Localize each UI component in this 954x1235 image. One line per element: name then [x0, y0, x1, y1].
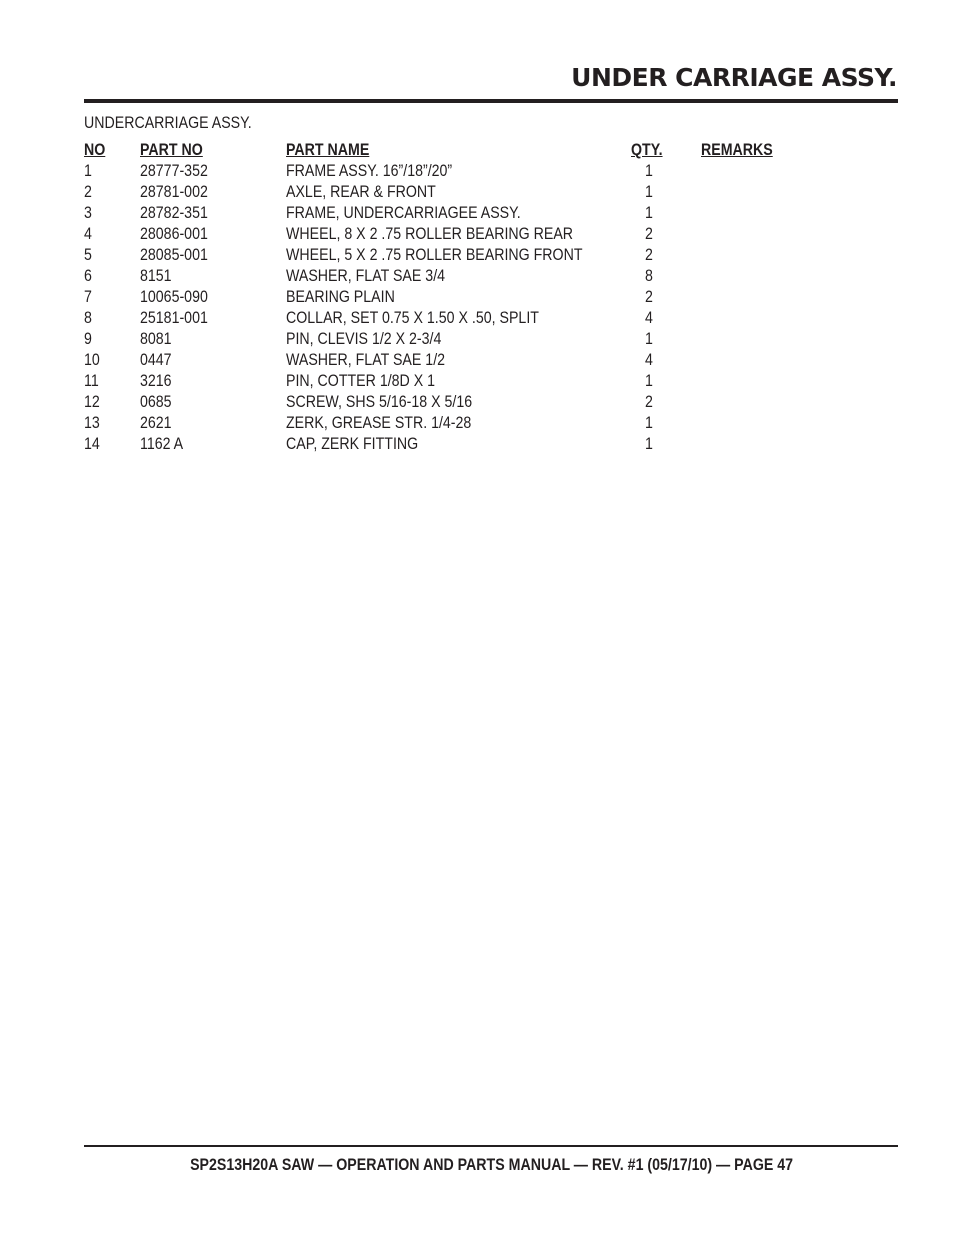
cell-no: 12: [84, 393, 100, 411]
cell-qty: 1: [645, 183, 653, 201]
table-row: [84, 329, 814, 350]
cell-part-name: ZERK, GREASE STR. 1/4-28: [286, 414, 472, 432]
cell-no: 6: [84, 267, 92, 285]
cell-part-name: AXLE, REAR & FRONT: [286, 183, 436, 201]
cell-part-name: BEARING PLAIN: [286, 288, 395, 306]
cell-qty: 1: [645, 372, 653, 390]
cell-part-name: CAP, ZERK FITTING: [286, 435, 419, 453]
header-rule: [84, 99, 898, 103]
column-header-part-name: PART NAME: [286, 141, 370, 159]
table-row: [84, 266, 814, 287]
cell-part-name: FRAME ASSY. 16”/18”/20”: [286, 162, 453, 180]
cell-qty: 2: [645, 225, 653, 243]
cell-part-no: 10065-090: [140, 288, 208, 306]
table-row: [84, 182, 814, 203]
cell-part-no: 25181-001: [140, 309, 208, 327]
cell-no: 8: [84, 309, 92, 327]
footer-text: SP2S13H20A SAW — OPERATION AND PARTS MANUAL — REV. #1 (05/17/10) — PAGE 47: [190, 1156, 794, 1174]
cell-part-name: WHEEL, 8 X 2 .75 ROLLER BEARING REAR: [286, 225, 574, 243]
column-header-no: NO: [84, 141, 106, 159]
cell-qty: 1: [645, 330, 653, 348]
table-row: [84, 203, 814, 224]
cell-qty: 1: [645, 162, 653, 180]
cell-no: 14: [84, 435, 100, 453]
cell-no: 3: [84, 204, 92, 222]
cell-qty: 2: [645, 393, 653, 411]
column-header-qty: QTY.: [631, 141, 663, 159]
cell-qty: 8: [645, 267, 653, 285]
cell-qty: 1: [645, 435, 653, 453]
cell-no: 4: [84, 225, 92, 243]
cell-part-name: WHEEL, 5 X 2 .75 ROLLER BEARING FRONT: [286, 246, 583, 264]
page-footer: [0, 1154, 954, 1176]
table-row: [84, 245, 814, 266]
cell-qty: 4: [645, 309, 653, 327]
column-header-part-no: PART NO: [140, 141, 203, 159]
cell-part-no: 0685: [140, 393, 172, 411]
cell-qty: 4: [645, 351, 653, 369]
cell-part-no: 28777-352: [140, 162, 208, 180]
cell-no: 2: [84, 183, 92, 201]
table-header: [84, 140, 814, 161]
cell-no: 1: [84, 162, 92, 180]
cell-qty: 2: [645, 288, 653, 306]
table-row: [84, 350, 814, 371]
cell-part-name: SCREW, SHS 5/16-18 X 5/16: [286, 393, 473, 411]
cell-no: 9: [84, 330, 92, 348]
cell-part-no: 8081: [140, 330, 172, 348]
parts-table: [84, 140, 814, 455]
cell-part-no: 3216: [140, 372, 172, 390]
column-header-remarks: REMARKS: [701, 141, 773, 159]
table-row: [84, 371, 814, 392]
table-row: [84, 434, 814, 455]
page-title: UNDER CARRIAGE ASSY.: [571, 63, 897, 92]
table-row: [84, 308, 814, 329]
table-body: [84, 161, 814, 455]
table-row: [84, 287, 814, 308]
cell-part-no: 28782-351: [140, 204, 208, 222]
table-row: [84, 392, 814, 413]
cell-part-no: 8151: [140, 267, 172, 285]
cell-no: 10: [84, 351, 100, 369]
cell-part-name: WASHER, FLAT SAE 1/2: [286, 351, 446, 369]
cell-no: 5: [84, 246, 92, 264]
table-row: [84, 224, 814, 245]
cell-part-no: 1162 A: [140, 435, 184, 453]
cell-part-no: 28085-001: [140, 246, 208, 264]
cell-part-no: 2621: [140, 414, 172, 432]
table-row: [84, 413, 814, 434]
cell-part-name: PIN, COTTER 1/8D X 1: [286, 372, 436, 390]
cell-part-name: COLLAR, SET 0.75 X 1.50 X .50, SPLIT: [286, 309, 539, 327]
cell-part-no: 28086-001: [140, 225, 208, 243]
cell-part-no: 0447: [140, 351, 172, 369]
footer-rule: [84, 1145, 898, 1147]
cell-qty: 2: [645, 246, 653, 264]
cell-qty: 1: [645, 204, 653, 222]
cell-part-no: 28781-002: [140, 183, 208, 201]
cell-part-name: WASHER, FLAT SAE 3/4: [286, 267, 446, 285]
table-row: [84, 161, 814, 182]
cell-no: 13: [84, 414, 100, 432]
cell-part-name: PIN, CLEVIS 1/2 X 2-3/4: [286, 330, 442, 348]
cell-no: 11: [84, 372, 99, 390]
cell-qty: 1: [645, 414, 653, 432]
cell-no: 7: [84, 288, 92, 306]
cell-part-name: FRAME, UNDERCARRIAGEE ASSY.: [286, 204, 521, 222]
section-label: UNDERCARRIAGE ASSY.: [84, 114, 252, 132]
